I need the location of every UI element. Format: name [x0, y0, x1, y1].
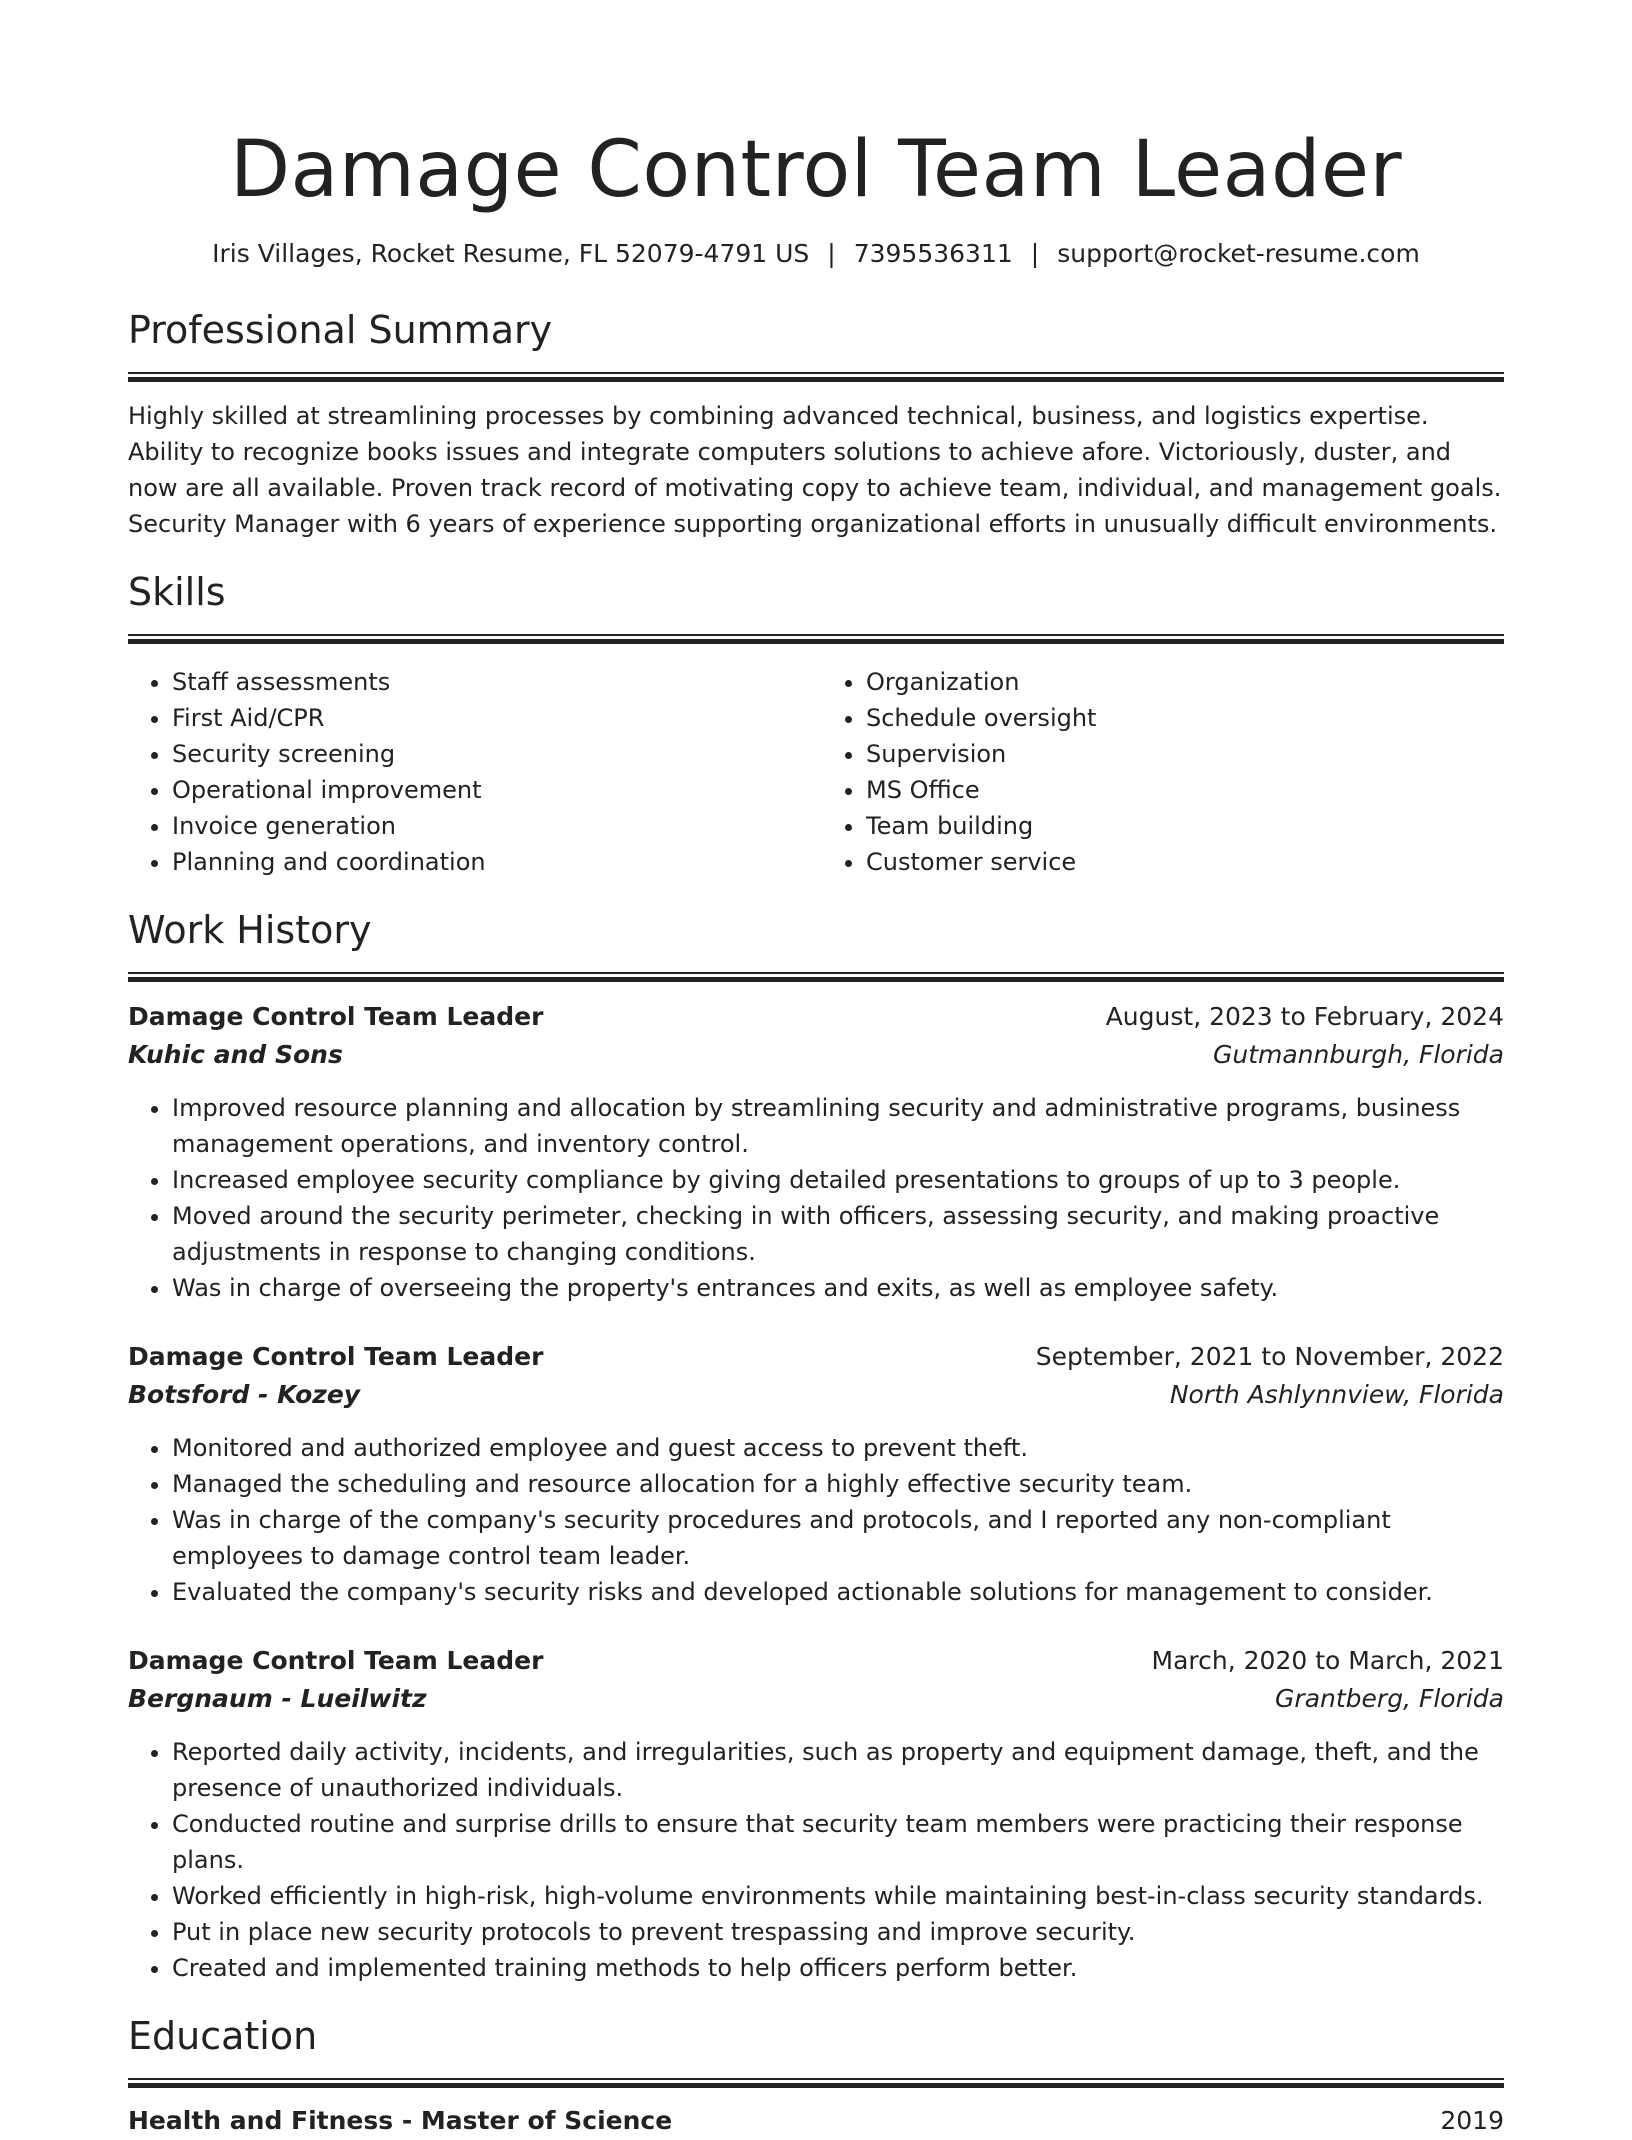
education-entry [128, 2102, 1504, 2140]
job-bullet: • Managed the scheduling and resource allocation for a highly effective security team. [172, 1466, 1504, 1502]
section-heading-skills: Skills [128, 570, 226, 614]
job-subheader [128, 1376, 1504, 1414]
job-bullet: • Improved resource planning and allocation by streamlining security and administrative programs, business management operations, and inventory control. [172, 1090, 1504, 1162]
job-company: Bergnaum - Lueilwitz [128, 1684, 427, 1713]
job-bullets [128, 1734, 1504, 1986]
job-entry [128, 1338, 1504, 1610]
skill-item: • Staff assessments [172, 664, 816, 700]
contact-separator: | [827, 239, 836, 268]
skill-item: • Supervision [866, 736, 1504, 772]
job-bullet: • Worked efficiently in high-risk, high-volume environments while maintaining best-in-class security standards. [172, 1878, 1504, 1914]
job-bullets [128, 1090, 1504, 1306]
contact-separator: | [1030, 239, 1040, 268]
job-bullets [128, 1430, 1504, 1610]
skill-item: • Customer service [866, 844, 1504, 880]
summary-section [128, 306, 1504, 542]
section-heading-work: Work History [128, 908, 372, 952]
address-text: Iris Villages, Rocket Resume, FL 52079-4791 US [212, 239, 810, 268]
skill-item: • Operational improvement [172, 772, 816, 808]
skills-column-right [816, 664, 1504, 880]
job-bullet: • Created and implemented training methods to help officers perform better. [172, 1950, 1504, 1986]
job-location: North Ashlynnview, Florida [1169, 1380, 1504, 1409]
education-degree: Health and Fitness - Master of Science [128, 2106, 673, 2135]
section-divider [128, 634, 1504, 644]
skill-item: • Schedule oversight [866, 700, 1504, 736]
skill-item: • Invoice generation [172, 808, 816, 844]
section-divider [128, 372, 1504, 382]
job-subheader [128, 1036, 1504, 1074]
skill-item: • First Aid/CPR [172, 700, 816, 736]
skills-column-left [128, 664, 816, 880]
job-entry [128, 998, 1504, 1306]
job-title: Damage Control Team Leader [128, 1646, 544, 1675]
job-title: Damage Control Team Leader [128, 1342, 544, 1371]
email-link[interactable]: support@rocket-resume.com [1057, 239, 1420, 268]
phone-text: 7395536311 [853, 239, 1013, 268]
section-divider [128, 972, 1504, 982]
job-subheader [128, 1680, 1504, 1718]
job-bullet: • Evaluated the company's security risks and developed actionable solutions for management to consider. [172, 1574, 1504, 1610]
skills-section [128, 568, 1504, 880]
job-header [128, 1338, 1504, 1376]
job-header [128, 1642, 1504, 1680]
job-company: Kuhic and Sons [128, 1040, 343, 1069]
education-section [128, 2012, 1504, 2140]
work-section [128, 906, 1504, 1986]
job-location: Gutmannburgh, Florida [1212, 1040, 1504, 1069]
job-bullet: • Was in charge of overseeing the property's entrances and exits, as well as employee safety. [172, 1270, 1504, 1306]
skill-item: • Planning and coordination [172, 844, 816, 880]
skill-item: • Security screening [172, 736, 816, 772]
resume-page [128, 0, 1504, 2140]
section-heading-education: Education [128, 2014, 318, 2058]
skill-item: • Organization [866, 664, 1504, 700]
job-dates: September, 2021 to November, 2022 [1035, 1342, 1504, 1371]
contact-line [128, 238, 1504, 270]
section-divider [128, 2078, 1504, 2088]
page-title: Damage Control Team Leader [229, 125, 1403, 215]
job-bullet: • Conducted routine and surprise drills to ensure that security team members were practicing their response plans. [172, 1806, 1504, 1878]
summary-text: Highly skilled at streamlining processes by combining advanced technical, business, and logistics expertise. Ability to recognize books issues and integrate computers solutions to achieve afore. Victoriously, duster, and now are all available. Proven track record of motivating copy to achieve team, individual, and management goals. Security Manager with 6 years of experience supporting organizational efforts in unusually difficult environments. [128, 402, 1502, 538]
job-bullet: • Was in charge of the company's security procedures and protocols, and I reported any non-compliant employees to damage control team leader. [172, 1502, 1504, 1574]
job-bullet: • Monitored and authorized employee and guest access to prevent theft. [172, 1430, 1504, 1466]
job-dates: March, 2020 to March, 2021 [1151, 1646, 1504, 1675]
skill-item: • Team building [866, 808, 1504, 844]
job-bullet: • Moved around the security perimeter, checking in with officers, assessing security, and making proactive adjustments in response to changing conditions. [172, 1198, 1504, 1270]
job-bullet: • Increased employee security compliance by giving detailed presentations to groups of up to 3 people. [172, 1162, 1504, 1198]
job-header [128, 998, 1504, 1036]
job-location: Grantberg, Florida [1275, 1684, 1504, 1713]
section-heading-summary: Professional Summary [128, 308, 553, 352]
job-entry [128, 1642, 1504, 1986]
skills-list [128, 664, 1504, 880]
job-dates: August, 2023 to February, 2024 [1105, 1002, 1504, 1031]
job-company: Botsford - Kozey [128, 1380, 361, 1409]
job-bullet: • Put in place new security protocols to prevent trespassing and improve security. [172, 1914, 1504, 1950]
job-bullet: • Reported daily activity, incidents, and irregularities, such as property and equipment damage, theft, and the presence of unauthorized individuals. [172, 1734, 1504, 1806]
job-title: Damage Control Team Leader [128, 1002, 544, 1031]
education-year: 2019 [1440, 2106, 1504, 2135]
skill-item: • MS Office [866, 772, 1504, 808]
